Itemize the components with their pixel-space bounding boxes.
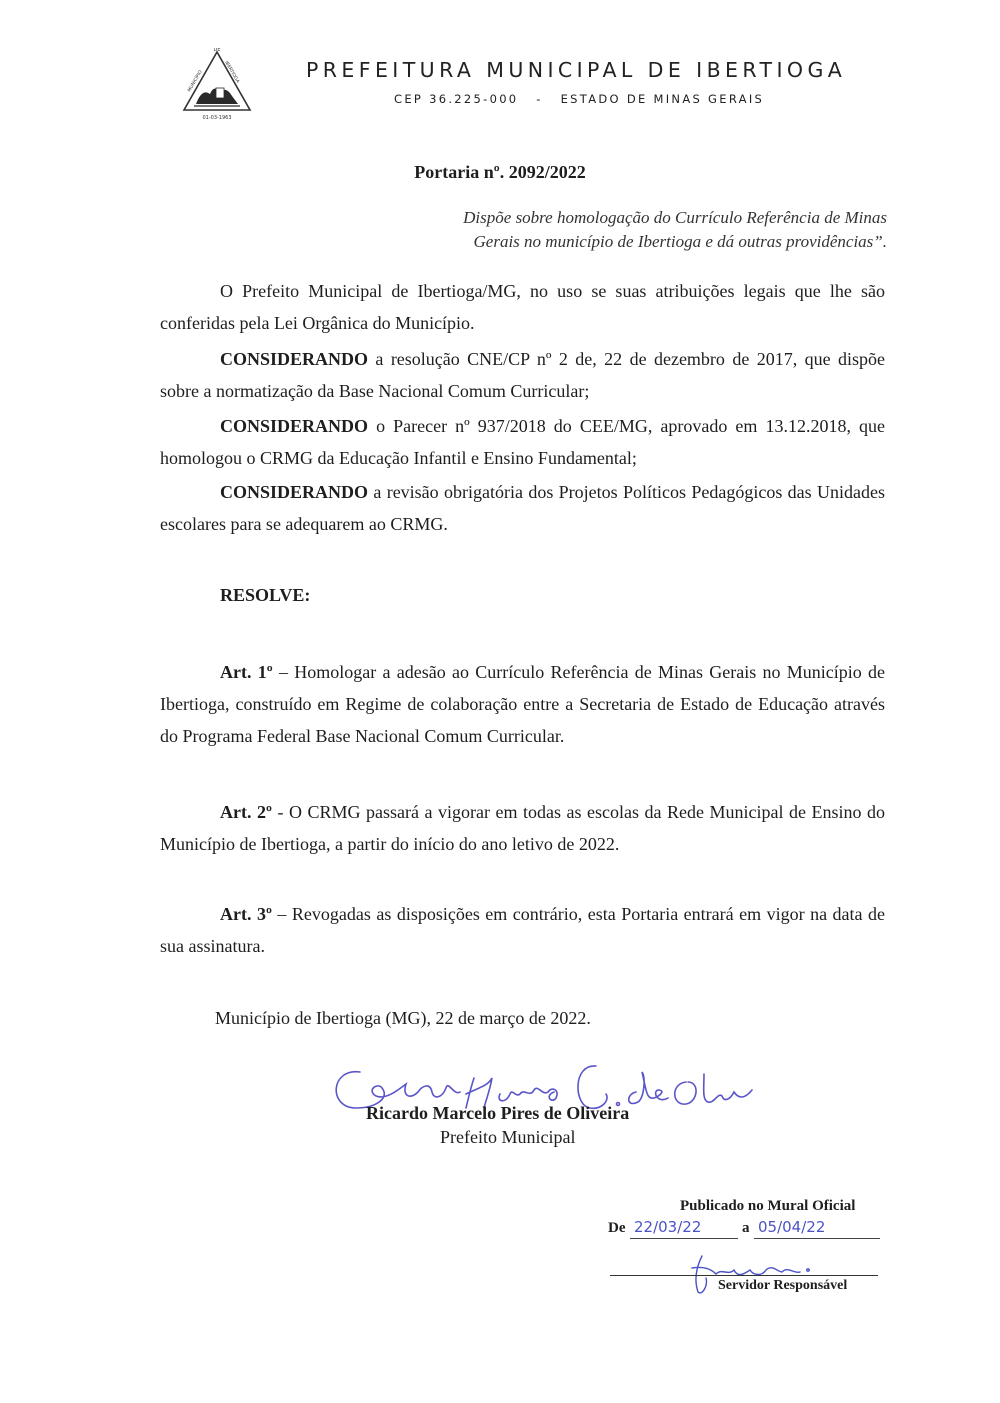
seal-date: 01-03-1963 [202,115,232,121]
signer-name: Ricardo Marcelo Pires de Oliveira [366,1103,630,1123]
article-text: – Revogadas as disposições em contrário, esta Portaria entrará em vigor na data de sua assinatura. [160,904,885,956]
considerando-label: CONSIDERANDO [220,482,369,502]
from-date-underline [630,1238,738,1239]
to-date-underline [754,1238,880,1239]
publication-from-date: 22/03/22 [634,1218,702,1236]
resolve-heading: RESOLVE: [220,585,311,605]
publication-a-label: a [742,1220,750,1236]
considerando-text: o Parecer nº 937/2018 do CEE/MG, aprovado em 13.12.2018, que homologou o CRMG da Educação Infantil e Ensino Fundamental; [160,416,885,468]
header-title: PREFEITURA MUNICIPAL DE IBERTIOGA [306,58,847,82]
considerando-paragraph [160,476,885,540]
publication-dates [608,1218,888,1244]
ementa-line-1: Dispõe sobre homologação do Currículo Referência de Minas [463,208,887,227]
document-title: Portaria nº. 2092/2022 [414,162,586,182]
article-label: Art. 2º [220,802,272,822]
responsible-server-label: Servidor Responsável [718,1278,848,1293]
considerando-text: a revisão obrigatória dos Projetos Políticos Pedagógicos das Unidades escolares para se adequarem ao CRMG. [160,482,885,534]
signer-role: Prefeito Municipal [440,1127,576,1147]
municipal-seal-logo [180,48,254,122]
header-subtitle: CEP 36.225-000 - ESTADO DE MINAS GERAIS [394,92,765,106]
considerando-paragraph [160,343,885,407]
considerando-paragraph [160,410,885,474]
publication-de-label: De [608,1220,626,1236]
publication-title: Publicado no Mural Oficial [680,1198,856,1214]
considerando-label: CONSIDERANDO [220,416,369,436]
considerando-text: a resolução CNE/CP nº 2 de, 22 de dezembro de 2017, que dispõe sobre a normatização da Base Nacional Comum Curricular; [160,349,885,401]
article-paragraph [160,796,885,860]
publication-to-date: 05/04/22 [758,1218,826,1236]
article-label: Art. 3º [220,904,272,924]
considerando-label: CONSIDERANDO [220,349,369,369]
article-paragraph [160,656,885,752]
ementa-line-2: Gerais no município de Ibertioga e dá outras providências”. [473,232,887,251]
article-text: - O CRMG passará a vigorar em todas as escolas da Rede Municipal de Ensino do Município de Ibertioga, a partir do início do ano letivo de 2022. [160,802,885,854]
seal-left-text: MUNICÍPIO [187,69,204,93]
signature-line [610,1275,878,1276]
article-paragraph [160,898,885,962]
intro-paragraph: O Prefeito Municipal de Ibertioga/MG, no uso se suas atribuições legais que lhe são conferidas pela Lei Orgânica do Município. [160,281,885,333]
ementa [327,206,887,254]
seal-top-text: DE [213,48,221,53]
article-label: Art. 1º [220,662,273,682]
article-text: – Homologar a adesão ao Currículo Referência de Minas Gerais no Município de Ibertioga, construído em Regime de colaboração entre a Secretaria de Estado de Educação através do Programa Federal Base Nacional Comum Curricular. [160,662,885,746]
seal-right-text: IBERTIOGA [223,60,240,85]
city-date: Município de Ibertioga (MG), 22 de março de 2022. [215,1008,591,1028]
